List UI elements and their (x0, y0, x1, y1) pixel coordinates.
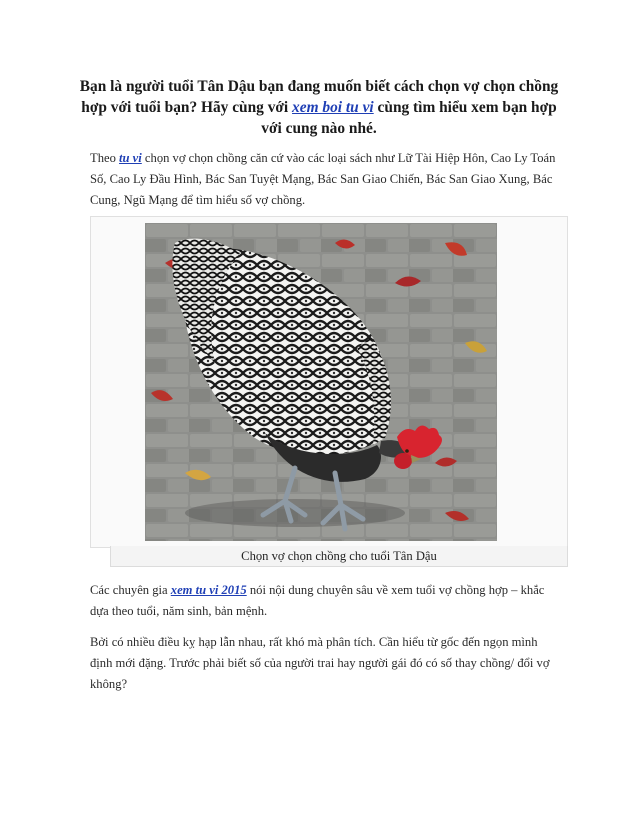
headline-text-end: cùng tìm hiểu xem bạn hợp với cung nào nhé. (261, 99, 557, 137)
headline-text-start: Bạn là người tuổi Tân Dậu bạn đang muốn biết cách chọn vợ chọn chồng hợp với tuổi bạn? Hãy cùng với (79, 78, 559, 116)
link-xem-tu-vi-2015[interactable]: xem tu vi 2015 (170, 583, 247, 597)
intro-paragraph (90, 148, 560, 211)
experts-text-start: Các chuyên gia (90, 583, 171, 597)
closing-paragraph: Bởi có nhiều điều kỵ hạp lẫn nhau, rất khó mà phân tích. Cần hiểu từ gốc đến ngọn mình định mới đặng. Trước phải biết số của người trai hay người gái đó có số thay chồng/ đổi vợ không? (90, 635, 550, 691)
experts-paragraph (90, 580, 560, 622)
rooster-photo (145, 223, 497, 541)
page-headline (78, 76, 560, 139)
figure-caption: Chọn vợ chọn chồng cho tuổi Tân Dậu (110, 546, 568, 567)
link-xem-boi-tu-vi[interactable]: xem boi tu vi (292, 99, 374, 116)
figure-frame (90, 216, 568, 548)
experts-text-end: nói nội dung chuyên sâu về xem tuổi vợ chồng hợp – khắc dựa theo tuổi, năm sinh, bản mệnh. (90, 583, 545, 618)
link-tu-vi[interactable]: tu vi (119, 151, 142, 165)
intro-text-start: Theo (90, 151, 120, 165)
intro-text-end: chọn vợ chọn chồng căn cứ vào các loại sách như Lữ Tài Hiệp Hôn, Cao Ly Toán Số, Cao Ly Đầu Hình, Bác San Tuyệt Mạng, Bác San Giao Chiến, Bác San Giao Xung, Bác Cung, Ngũ Mạng để tìm hiểu số vợ chồng. (90, 151, 556, 207)
